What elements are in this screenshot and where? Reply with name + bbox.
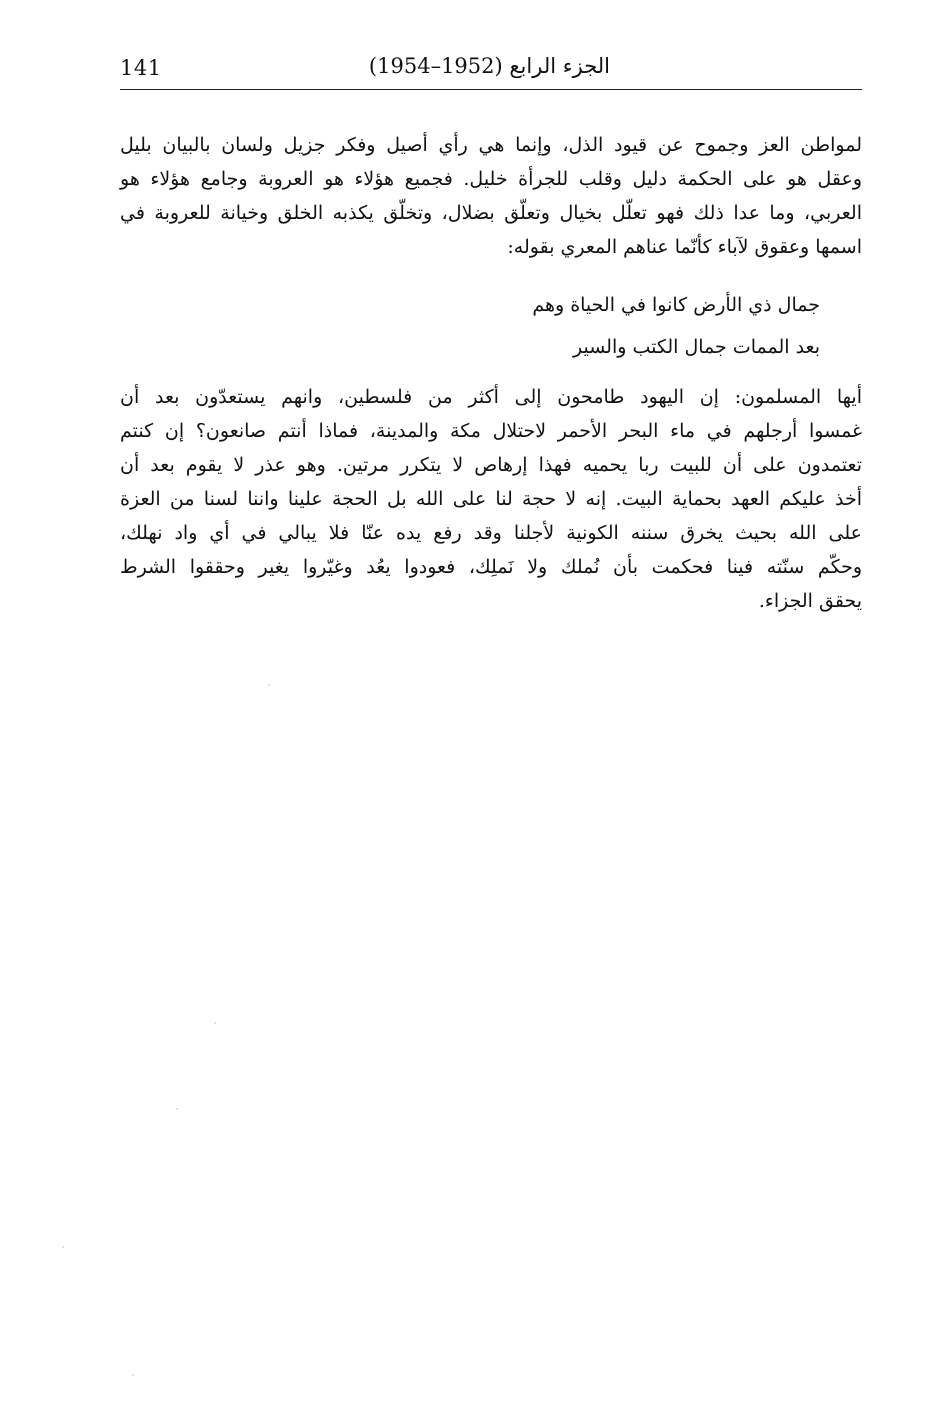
paragraph-line: يحقق الجزاء. (758, 590, 862, 612)
verse-line-1: جمال ذي الأرض كانوا في الحياة وهم (532, 294, 820, 316)
scan-speck (214, 1022, 216, 1024)
scan-speck (132, 1374, 134, 1376)
verse-line-2: بعد الممات جمال الكتب والسير (573, 336, 820, 358)
paragraph-1 (120, 128, 862, 264)
page-header (120, 50, 862, 86)
paragraph-line: أخذ عليكم العهد بحماية البيت. إنه لا حجة لنا على الله بل الحجة علينا واننا لسنا من العزة (120, 488, 862, 510)
paragraph-line: تعتمدون على أن للبيت ربا يحميه فهذا إرهاص لا يتكرر مرتين. وهو عذر لا يقوم بعد أن (120, 454, 862, 476)
paragraph-line: العربي، وما عدا ذلك فهو تعلّل بخيال وتعلّق بضلال، وتخلّق يكذبه الخلق وخيانة للعروبة في (120, 202, 862, 224)
paragraph-line: وعقل هو على الحكمة دليل وقلب للجرأة خليل. فجميع هؤلاء هو العروبة وجامع هؤلاء هو (120, 168, 862, 190)
page-number: 141 (120, 56, 162, 80)
scan-speck (62, 1246, 64, 1248)
paragraph-line: على الله بحيث يخرق سننه الكونية لأجلنا وقد رفع يده عنّا فلا يبالي في أي واد نهلك، (120, 522, 862, 544)
paragraph-2 (120, 380, 862, 618)
running-head: الجزء الرابع (1952–1954) (368, 54, 610, 78)
paragraph-line: أيها المسلمون: إن اليهود طامحون إلى أكثر من فلسطين، وانهم يستعدّون بعد أن (120, 386, 862, 408)
paragraph-line: غمسوا أرجلهم في ماء البحر الأحمر لاحتلال مكة والمدينة، فماذا أنتم صانعون؟ إن كنتم (120, 420, 862, 442)
paragraph-line: وحكّم سنّته فينا فحكمت بأن نُملك ولا نَملِك، فعودوا يعُد وغيّروا يغير وحققوا الشرط (120, 556, 862, 578)
header-rule (120, 89, 862, 90)
paragraph-line: لمواطن العز وجموح عن قيود الذل، وإنما هي رأي أصيل وفكر جزيل ولسان بالبيان بليل (120, 134, 862, 156)
paragraph-line: اسمها وعقوق لآباء كأنّما عناهم المعري بقوله: (507, 236, 862, 258)
scan-speck (268, 684, 270, 686)
scan-speck (176, 1108, 178, 1110)
